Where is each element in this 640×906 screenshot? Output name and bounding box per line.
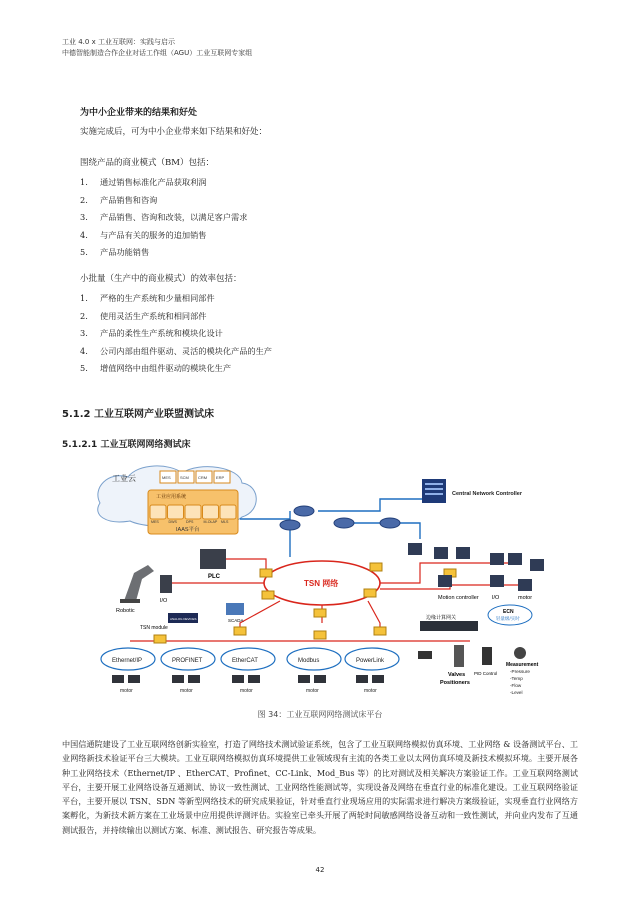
list-item — [80, 311, 272, 329]
tsn-label: TSN 网络 — [304, 579, 339, 588]
group2-list — [80, 293, 272, 381]
plc-label: PLC — [208, 574, 220, 580]
switch-icon — [154, 635, 166, 643]
app-label: CRM — [198, 475, 208, 480]
group2-label: 小批量（生产中的商业模式）的效率包括： — [80, 274, 242, 284]
page-number: 42 — [315, 866, 325, 874]
bus-label: EtherCAT — [232, 658, 258, 664]
valve-icon — [454, 645, 464, 667]
list-item — [80, 247, 247, 265]
list-item — [80, 177, 247, 195]
bus-label: PROFINET — [172, 658, 203, 664]
positioners-label: Positioners — [440, 680, 470, 686]
list-item-text: 公司内部由组件驱动、灵活的模块化产品的生产 — [100, 345, 272, 356]
io-label-left: I/O — [160, 598, 168, 604]
router-icon — [380, 518, 400, 528]
list-item — [80, 212, 247, 230]
list-item-text: 产品功能销售 — [100, 247, 150, 257]
switch-icon — [364, 589, 376, 597]
measurement-item: -Flow — [510, 683, 522, 688]
edge-gateway-icon — [420, 621, 478, 631]
device-icon — [518, 579, 532, 591]
app-label: MES — [162, 475, 171, 480]
motor-icon — [248, 675, 260, 683]
section-intro: 实施完成后，可为中小企业带来如下结果和好处： — [80, 127, 268, 137]
running-header — [62, 37, 252, 59]
figure-caption: 图 34：工业互联网网络测试床平台 — [257, 710, 383, 719]
motor-icon — [172, 675, 184, 683]
motor-icon — [128, 675, 140, 683]
central-controller-label: Central Network Controller — [452, 491, 522, 497]
valves-label: Valves — [448, 672, 466, 678]
analog-devices-text: ANALOG DEVICES — [170, 617, 197, 621]
plc-icon — [200, 549, 226, 569]
list-item-text: 产品销售和咨询 — [100, 194, 158, 205]
switch-icon — [374, 627, 386, 635]
motor-icon — [298, 675, 310, 683]
edge-gateway-label: 边缘计算网关 — [426, 615, 457, 621]
list-item-number: 1. — [80, 177, 88, 187]
switch-icons — [154, 563, 456, 643]
list-item-number: 3. — [80, 212, 88, 222]
bus-clouds — [101, 648, 399, 670]
camera-icon — [418, 651, 432, 659]
pid-label: PID Control — [474, 671, 498, 676]
pid-icon — [482, 647, 492, 665]
list-item-number: 5. — [80, 247, 88, 257]
io-icon-left — [160, 575, 172, 593]
motion-controller-label: Motion controller — [438, 595, 479, 601]
module-label: MES — [151, 520, 159, 524]
list-item — [80, 328, 272, 346]
device-icon — [508, 553, 522, 565]
module-box — [168, 505, 184, 519]
app-systems-label: 工业应用系统 — [156, 494, 187, 500]
list-item-text: 与产品有关的服务的追加销售 — [100, 229, 207, 240]
app-label: SCM — [180, 475, 189, 480]
header-line-2: 中德智能制造合作企业对话工作组（AGU）工业互联网专家组 — [62, 49, 253, 57]
ecn-bubble — [488, 605, 532, 625]
body-paragraph: 中国信通院建设了工业互联网络创新实验室，打造了网络技术测试验证系统，包含了工业互联网络模拟仿真环境、工业网络 & 设备测试平台、工业网络新技术验证平台三大模块。工业互联网络模拟仿真环境提供工业领域现有主流的各类工业以太网仿真环境及新技术模拟环境。主要开展各种工业网络技术（Ethernet/IP 、EtherCAT、Profinet、CC-Link、Mod_Bus 等）的比对测试及相关解决方案验证工作。工业互联网络测试平台，主要开展工业网络设备互通测试、协议一致性测试、工业网络性能测试等，实现设备及网络在垂直行业的标准化建设。工业互联网络验证平台，主要开展以 TSN、SDN 等新型网络技术的研究成果验证，针对垂直行业现场应用的实际需求进行解决方案级验证，实现垂直行业网络方案孵化，为新技术新方案在工业场景中应用提供评测评估。实验室已牵头开展了两轮时间敏感网络设备互动和一致性测试，并向业内发布了互通测试报告，并持续输出以测试方案、标准、测试报告、研究报告等成果。 — [62, 739, 578, 835]
robot-label: Robotic — [116, 608, 135, 614]
list-item-number: 2. — [80, 310, 88, 321]
router-icons — [280, 506, 400, 530]
ecn-label: ECN — [503, 609, 514, 615]
motor-label: motor — [364, 688, 377, 694]
right-devices — [408, 543, 544, 591]
bus-label: Ethernet/IP — [112, 658, 143, 664]
motor-label: motor — [306, 688, 319, 694]
motor-icon — [188, 675, 200, 683]
measurement-items — [510, 669, 530, 695]
module-box — [220, 505, 236, 519]
list-item-number: 4. — [80, 229, 88, 240]
group1-label: 围绕产品的商业模式（BM）包括： — [80, 158, 214, 168]
module-box — [150, 505, 166, 519]
bus-label: PowerLink — [356, 658, 385, 664]
tsn-module-label: TSN module — [140, 625, 168, 631]
bus-label: Modbus — [298, 658, 320, 664]
switch-icon — [234, 627, 246, 635]
switch-icon — [314, 609, 326, 617]
io-label-right: I/O — [492, 595, 500, 601]
cloud-label: 工业云 — [112, 474, 136, 483]
list-item — [80, 293, 272, 311]
module-box — [185, 505, 201, 519]
switch-icon — [370, 563, 382, 571]
list-item-number: 5. — [80, 363, 88, 373]
list-item — [80, 363, 272, 381]
motor-label: motor — [180, 688, 193, 694]
motor-label: motor — [120, 688, 133, 694]
motor-icon — [232, 675, 244, 683]
motor-label: motor — [240, 688, 253, 694]
measurement-label: Measurement — [506, 662, 539, 668]
list-item — [80, 195, 247, 213]
ecn-sublabel: 轻量级/实时 — [496, 616, 520, 621]
control-links — [240, 499, 422, 557]
module-box — [203, 505, 219, 519]
bus-motors — [112, 675, 384, 694]
module-label: MLS — [221, 520, 229, 524]
section-title: 为中小企业带来的结果和好处 — [80, 108, 198, 118]
device-icon — [456, 547, 470, 559]
device-icon — [408, 543, 422, 555]
module-label: DWS — [168, 520, 177, 524]
header-line-1: 工业 4.0 x 工业互联网：实践与启示 — [62, 38, 175, 46]
list-item — [80, 230, 247, 248]
motor-label-right: motor — [518, 595, 533, 601]
measurement-item: -Temp — [510, 676, 523, 681]
switch-icon — [314, 631, 326, 639]
motor-icon — [112, 675, 124, 683]
app-label: ERP — [216, 475, 225, 480]
switch-icon — [262, 591, 274, 599]
list-item-number: 4. — [80, 345, 88, 356]
list-item-text: 严格的生产系统和少量相同部件 — [100, 293, 215, 303]
measurement-item: -Pressure — [510, 669, 530, 674]
router-icon — [334, 518, 354, 528]
controller-icon — [422, 479, 446, 503]
scada-label: SCADA — [228, 618, 244, 623]
list-item-number: 3. — [80, 328, 88, 338]
heading-5-1-2-1: 5.1.2.1 工业互联网网络测试床 — [62, 440, 191, 450]
measurement-icon — [514, 647, 526, 659]
motor-icon — [314, 675, 326, 683]
device-icon — [438, 575, 452, 587]
motor-icon — [372, 675, 384, 683]
list-item-text: 产品销售、咨询和改装，以满足客户需求 — [100, 212, 248, 222]
router-icon — [280, 520, 300, 530]
list-item-text: 通过销售标准化产品获取利润 — [100, 177, 207, 187]
network-testbed-diagram — [90, 463, 555, 703]
list-item-text: 使用灵活生产系统和相同部件 — [100, 310, 207, 321]
heading-5-1-2: 5.1.2 工业互联网产业联盟测试床 — [62, 409, 214, 420]
device-icon — [434, 547, 448, 559]
list-item-text: 产品的柔性生产系统和模块化设计 — [100, 328, 223, 338]
group1-list — [80, 177, 247, 265]
list-item-number: 2. — [80, 194, 88, 205]
device-icon — [490, 553, 504, 565]
router-icon — [294, 506, 314, 516]
module-label: DPS — [186, 520, 194, 524]
device-icon — [530, 559, 544, 571]
list-item — [80, 346, 272, 364]
list-item-number: 1. — [80, 293, 88, 303]
iaas-label: IAAS平台 — [176, 527, 200, 533]
scada-icon — [226, 603, 244, 615]
list-item-text: 增值网络中由组件驱动的模块化生产 — [100, 363, 232, 373]
robot-arm-icon — [124, 565, 154, 601]
measurement-item: -Level — [510, 690, 523, 695]
module-label: M-OLAP — [203, 520, 218, 524]
device-icon — [490, 575, 504, 587]
switch-icon — [260, 569, 272, 577]
motor-icon — [356, 675, 368, 683]
